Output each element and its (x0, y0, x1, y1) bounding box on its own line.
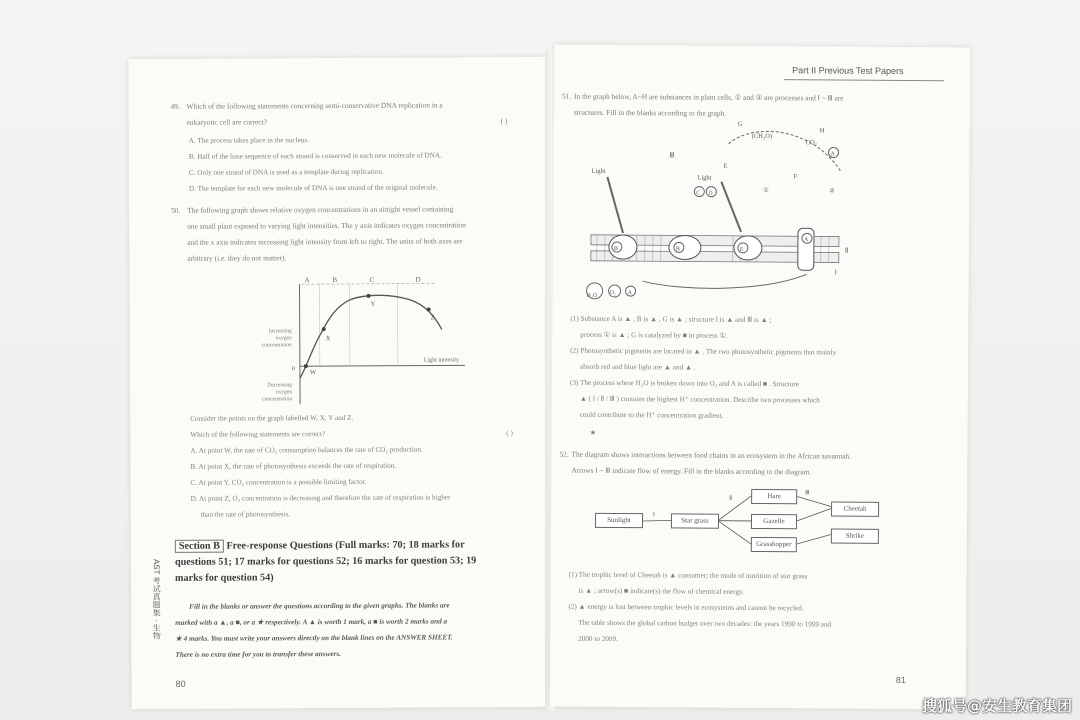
graph-y-down-label-3: concentration (262, 396, 293, 403)
instructions-line4: There is no extra time for you to transfer these answers. (175, 649, 341, 659)
q50-option-d: D. At point Z, O₂ concentration is decreasing and therefore the rate of respiration is higher (190, 493, 451, 503)
light-arrow-1 (607, 177, 623, 233)
label-e: E (723, 162, 728, 170)
right-page (550, 45, 971, 710)
graph-label-w: W (309, 369, 317, 377)
node-shrike: Shrike (831, 528, 879, 543)
electron-flow-arrow (643, 273, 807, 289)
q51-part2-line2: absorb red and blue light are ▲ and ▲ . (580, 362, 696, 372)
q50-number: 50. (171, 205, 181, 215)
label-e-membrane: E (739, 246, 744, 253)
instructions-line3: ★ 4 marks. You must write your answers directly on the blank lines on the ANSWER SHEET. (175, 633, 453, 643)
light-arrow-2 (721, 182, 741, 232)
section-b-title-3: marks for question 54) (174, 572, 274, 584)
label-structure-2: Ⅱ (844, 246, 849, 255)
arrow-label-2: Ⅱ (729, 495, 733, 502)
q50-answer-blank: ( ) (506, 429, 513, 438)
q51-part1-line2: process ① is ▲ ; G is catalyzed by ■ in process ①. (580, 330, 728, 340)
q50-option-d-cont: than the rate of photosynthesis. (200, 510, 291, 519)
q50-after-line1: Consider the points on the graph labelled W, X, Y and Z. (190, 413, 354, 423)
spine-title: AST 考试真题集 · 生物 (151, 558, 162, 640)
graph-y-up-label-1: Increasing (268, 328, 292, 335)
q49-option-c: C. Only one strand of DNA is used as a template during replication. (188, 167, 384, 177)
label-ch2o: (CH₂O) (751, 132, 773, 141)
q52-table-intro-2: 2000 to 2009. (578, 634, 618, 644)
q50-line2: one small plant exposed to varying light intensities. The y axis indicates oxygen concentration (187, 220, 466, 231)
right-page-number: 81 (895, 674, 906, 686)
q51-number: 51. (561, 91, 572, 101)
q49-option-d: D. The template for each new molecule of DNA is one strand of the original molecule. (188, 183, 438, 193)
graph-y-up-label-3: concentration (261, 342, 292, 349)
graph-y-up-label-2: oxygen (275, 335, 292, 342)
q52-number: 52. (559, 449, 569, 459)
left-page (128, 57, 549, 709)
arrow-label-1: Ⅰ (653, 512, 655, 519)
graph-label-y: Y (370, 300, 376, 308)
q50-option-b: B. At point X, the rate of photosynthesis exceeds the rate of respiration. (190, 461, 397, 471)
node-star-grass: Star grass (671, 513, 719, 528)
q51-part3-line3: could contribute to the H⁺ concentration gradient. (579, 410, 724, 420)
q50-option-c: C. At point Y, CO₂ concentration is a possible limiting factor. (190, 477, 367, 487)
q49-stem-line2: eukaryotic cell are correct? (186, 117, 267, 127)
q52-stem-line1: The diagram shows interactions between food chains in an ecosystem in the African savannah. (571, 449, 852, 461)
graph-point-x (322, 327, 326, 331)
graph-region-b: B (332, 276, 338, 285)
q49-option-b: B. Half of the base sequence of each strand is conserved in each new molecule of DNA. (188, 151, 442, 161)
node-gazelle: Gazelle (751, 514, 797, 529)
node-hare: Hare (751, 489, 797, 504)
node-sunlight: Sunlight (595, 513, 643, 528)
label-light-2: Light (697, 174, 712, 182)
graph-y-axis (299, 284, 300, 404)
q51-part3-line2: ▲ ( Ⅰ / Ⅱ / Ⅲ ) contains the highest H⁺ concentration. Describe two processes which (579, 394, 820, 405)
q51-stem-line1: In the graph below, A~H are substances in plant cells, ① and ② are processes and Ⅰ ~ Ⅲ are (573, 91, 844, 103)
q49-answer-blank: ( ) (500, 116, 508, 126)
node-cheetah: Cheetah (831, 501, 879, 516)
label-h2o: H₂O (586, 292, 598, 299)
q52-part1-line1: (1) The trophic level of Cheetah is ▲ consumer; the mode of nutrition of star grass (568, 570, 808, 581)
label-process-2: ② (829, 188, 835, 195)
left-page-number: 80 (175, 678, 186, 689)
q50-line1: The following graph shows relative oxygen concentrations in an airtight vessel containing (187, 204, 454, 215)
graph-x-label: Light intensity (423, 357, 460, 364)
label-b-2: B (675, 246, 680, 253)
q51-stem-line2: structures. Fill in the blanks according to the graph. (573, 107, 727, 118)
running-header: Part II Previous Test Papers (792, 65, 904, 76)
label-a-top: A (830, 151, 835, 158)
label-structure-1: Ⅰ (834, 268, 837, 277)
q52-stem-line2: Arrows Ⅰ ~ Ⅲ indicate flow of energy. Fill in the blanks according to the diagram. (571, 465, 812, 477)
graph-point-w (304, 364, 308, 368)
graph-region-d: D (415, 275, 421, 284)
graph-point-y (367, 294, 371, 298)
photosynthesis-diagram (583, 120, 884, 303)
section-b-heading (175, 537, 535, 554)
label-a-bottom: A (627, 290, 632, 297)
label-f: F (793, 173, 798, 181)
graph-label-z: Z (430, 314, 435, 322)
graph-region-a: A (304, 276, 310, 285)
instructions-line2: marked with a ▲, a ■, or a ★ respectively. A ▲ is worth 1 mark, a ■ is worth 2 marks and a (175, 617, 448, 627)
graph-point-z (427, 308, 431, 312)
q50-line3: and the x axis indicates increasing light intensity from left to right. The units of both axes are (187, 236, 463, 247)
label-a-mid: A (803, 237, 809, 244)
q49-option-a: A. The process takes place in the nucleus. (188, 136, 309, 145)
q52-table-intro-1: The table shows the global carbon budget over two decades: the years 1990 to 1999 and (578, 618, 832, 629)
label-light-1: Light (591, 167, 606, 175)
label-d: D (708, 190, 713, 197)
section-b-label: Section B (175, 540, 224, 553)
graph-x-axis (300, 365, 465, 366)
label-c: C (696, 190, 701, 197)
label-co2: CO₂ (805, 139, 817, 147)
label-g: G (737, 120, 743, 128)
graph-label-x: X (325, 335, 331, 343)
graph-y-down-label-1: Decreasing (267, 382, 293, 389)
label-structure-3: Ⅲ (669, 151, 675, 160)
graph-region-c: C (369, 275, 375, 284)
graph-y-down-label-2: oxygen (275, 389, 293, 396)
graph-origin: 0 (291, 366, 295, 373)
q52-part1-line2: is ▲ ; arrow(s) ■ indicate(s) the flow of chemical energy. (578, 586, 745, 596)
q50-after-line2: Which of the following statements are correct? (190, 430, 326, 439)
oxygen-graph (229, 273, 470, 409)
node-grasshopper: Grasshopper (751, 537, 797, 552)
q52-part2-line: (2) ▲ energy is lost between trophic levels in ecosystems and cannot be recycled. (568, 602, 804, 613)
q51-part3-star: ★ (589, 428, 597, 437)
label-h: H (819, 127, 825, 135)
q51-part3-line1: (3) The process where H₂O is broken down into O₂ and A is called ■ . Structure (569, 378, 799, 389)
section-b-title-1: Free-response Questions (Full marks: 70; 18 marks for (226, 539, 465, 552)
calvin-cycle-arrow (728, 131, 841, 172)
q50-line4: arbitrary (i.e. they do not matter). (187, 253, 287, 263)
section-b-title-2: questions 51; 17 marks for questions 52; 16 marks for question 53; 19 (174, 555, 477, 568)
q49-number: 49. (170, 101, 180, 111)
label-process-1: ① (763, 188, 769, 195)
label-o2: O₂ (609, 289, 617, 296)
q49-stem-line1: Which of the following statements concerning semi-conservative DNA replication in a (186, 100, 443, 111)
q51-part1-line1: (1) Substance A is ▲ , B is ▲ , G is ▲ ; structure Ⅰ is ▲ and Ⅲ is ▲ ; (570, 314, 772, 325)
q50-option-a: A. At point W, the rate of CO₂ consumption balances the rate of CO₂ production. (190, 445, 423, 455)
q51-part2-line1: (2) Photosynthetic pigments are located in ▲ . The two photosynthetic pigments that mainly (570, 346, 837, 357)
label-b-1: B (613, 245, 618, 253)
header-rule (784, 79, 944, 81)
instructions-line1: Fill in the blanks or answer the questions according to the given graphs. The blanks are (189, 601, 450, 611)
watermark: 搜狐号@安生教育集团 (921, 697, 1072, 715)
arrow-label-3: Ⅲ (805, 490, 810, 497)
